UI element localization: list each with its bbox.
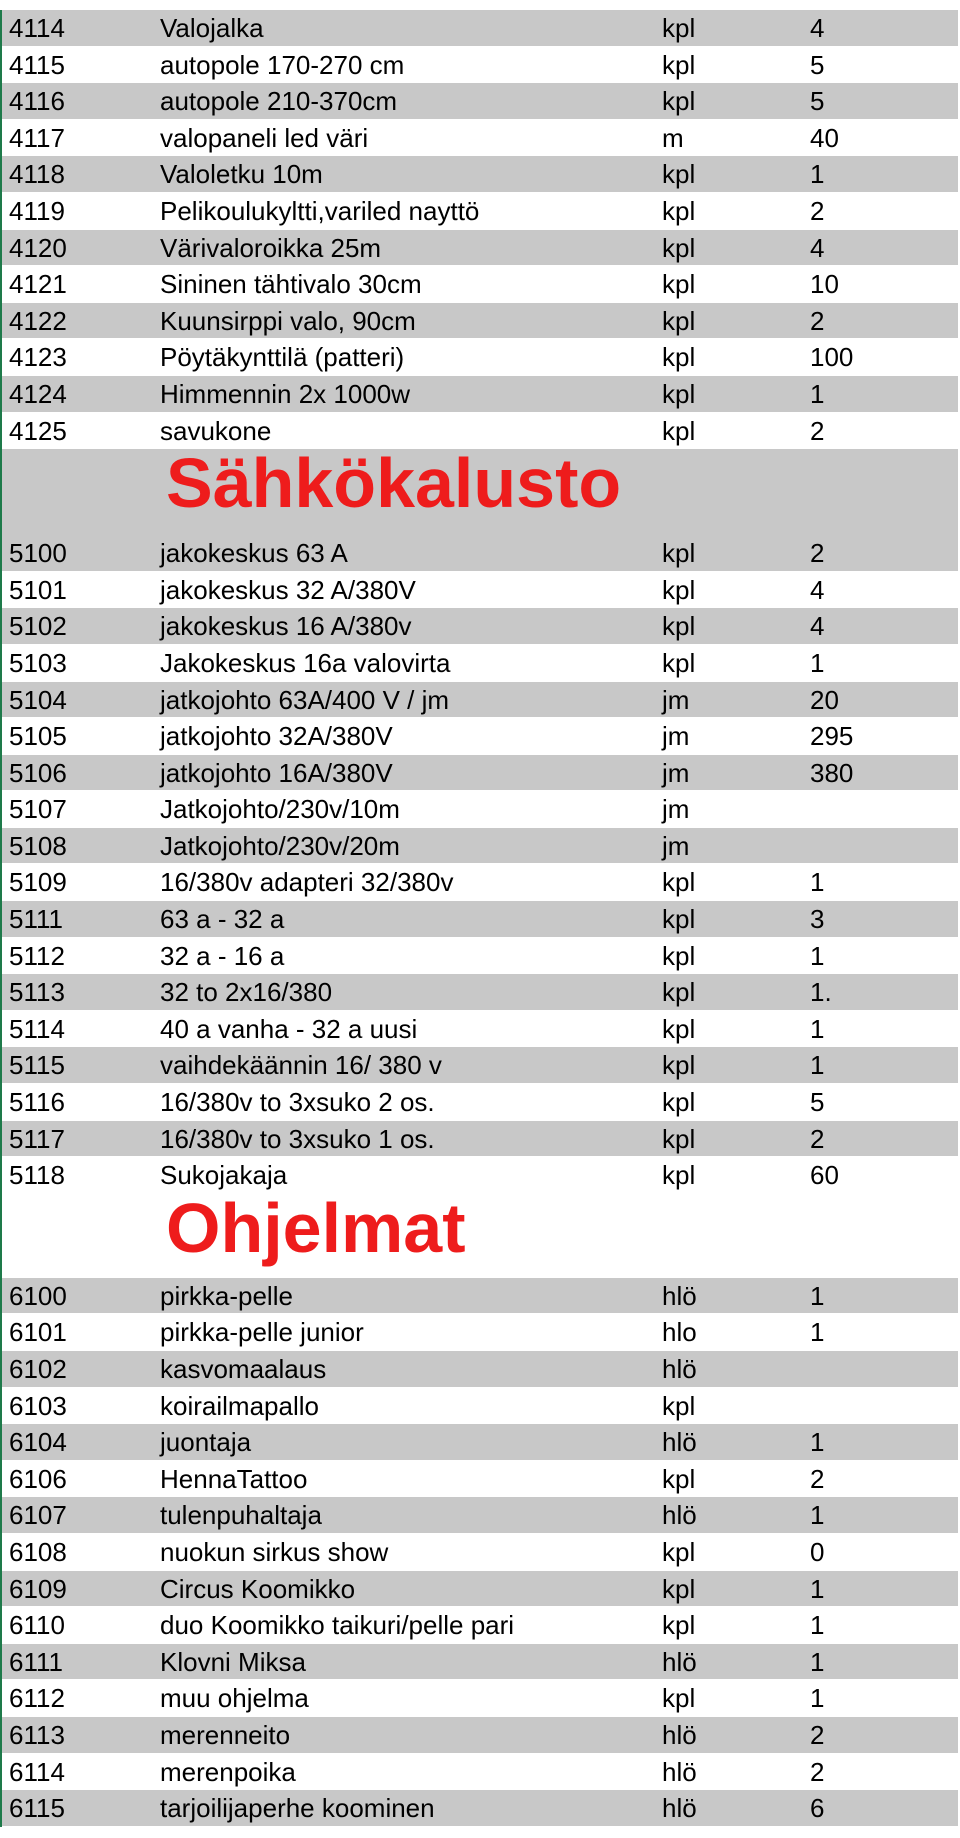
item-unit: kpl [662, 378, 696, 409]
item-code: 5117 [9, 1123, 65, 1154]
table-row [2, 645, 958, 682]
item-unit: kpl [662, 269, 696, 300]
table-row [2, 974, 958, 1011]
item-quantity: 3 [810, 904, 825, 935]
item-unit: kpl [662, 1573, 696, 1604]
item-name: Valojalka [160, 13, 264, 43]
table-row [2, 1571, 958, 1608]
item-name: nuokun sirkus show [160, 1536, 389, 1567]
item-unit: kpl [662, 342, 696, 373]
item-name: koirailmapallo [160, 1390, 319, 1421]
table-row [2, 1121, 958, 1158]
item-name: jakokeskus 63 A [160, 538, 348, 569]
item-unit: kpl [662, 1087, 696, 1118]
item-code: 6104 [9, 1427, 67, 1458]
item-name: jakokeskus 16 A/380v [160, 611, 412, 642]
item-quantity: 1 [810, 1500, 825, 1531]
item-name: tulenpuhaltaja [160, 1500, 322, 1531]
item-unit: kpl [662, 1610, 696, 1641]
item-unit: hlö [662, 1756, 697, 1787]
item-unit: kpl [662, 415, 696, 446]
item-code: 4122 [9, 305, 67, 336]
item-unit: jm [662, 721, 690, 752]
table-row [2, 572, 958, 609]
item-unit: hlö [662, 1646, 697, 1677]
item-name: tarjoilijaperhe koominen [160, 1793, 435, 1824]
item-unit: kpl [662, 647, 696, 678]
item-name: 32 to 2x16/380 [160, 977, 333, 1008]
item-unit: hlö [662, 1280, 697, 1311]
table-row [2, 83, 958, 120]
item-unit: kpl [662, 940, 696, 971]
item-code: 5107 [9, 794, 67, 825]
table-row [2, 1351, 958, 1388]
item-unit: kpl [662, 1390, 696, 1421]
item-code: 4123 [9, 342, 67, 373]
item-name: vaihdekäännin 16/ 380 v [160, 1050, 442, 1081]
item-quantity: 1 [810, 1317, 825, 1348]
item-quantity: 295 [810, 721, 854, 752]
item-quantity: 20 [810, 684, 839, 715]
item-unit: kpl [662, 574, 696, 605]
item-name: jakokeskus 32 A/380V [160, 574, 416, 605]
item-unit: kpl [662, 611, 696, 642]
item-name: HennaTattoo [160, 1463, 308, 1494]
section-title: Sähkökalusto [166, 444, 622, 523]
table-row [2, 864, 958, 901]
item-quantity: 4 [810, 611, 825, 642]
item-quantity: 2 [810, 1756, 825, 1787]
item-name: Circus Koomikko [160, 1573, 356, 1604]
table-row [2, 193, 958, 230]
item-quantity: 1 [810, 647, 825, 678]
item-quantity: 1 [810, 1013, 825, 1044]
item-name: Pelikoulukyltti,variled nayttö [160, 195, 480, 226]
item-name: duo Koomikko taikuri/pelle pari [160, 1610, 515, 1641]
item-name: Valoletku 10m [160, 159, 323, 190]
item-code: 6106 [9, 1463, 67, 1494]
table-row [2, 901, 958, 938]
item-code: 6113 [9, 1719, 65, 1750]
item-name: juontaja [160, 1427, 252, 1458]
item-name: Jakokeskus 16a valovirta [160, 647, 451, 678]
item-unit: kpl [662, 538, 696, 569]
item-unit: hlö [662, 1500, 697, 1531]
table-row [2, 1607, 958, 1644]
item-unit: hlö [662, 1427, 697, 1458]
item-code: 4116 [9, 86, 65, 117]
table-row [2, 376, 958, 413]
table-row [2, 938, 958, 975]
item-name: 63 a - 32 a [160, 904, 285, 935]
price-list-sheet [0, 10, 958, 1827]
item-code: 5115 [9, 1050, 65, 1081]
section-heading-sahkokalusto [2, 444, 958, 535]
table-row [2, 1717, 958, 1754]
item-name: Himmennin 2x 1000w [160, 378, 411, 409]
item-quantity: 2 [810, 305, 825, 336]
item-quantity: 5 [810, 49, 825, 80]
item-code: 5111 [9, 904, 63, 935]
item-unit: kpl [662, 305, 696, 336]
item-name: pirkka-pelle junior [160, 1317, 364, 1348]
table-row [2, 535, 958, 572]
table-row [2, 828, 958, 865]
item-name: pirkka-pelle [160, 1280, 293, 1311]
item-name: Jatkojohto/230v/10m [160, 794, 400, 825]
item-code: 4125 [9, 415, 67, 446]
section-title: Ohjelmat [166, 1188, 466, 1267]
item-code: 5113 [9, 977, 65, 1008]
item-quantity: 1 [810, 940, 825, 971]
item-unit: kpl [662, 1536, 696, 1567]
item-quantity: 60 [810, 1160, 839, 1191]
item-quantity: 2 [810, 1719, 825, 1750]
item-code: 5101 [9, 574, 67, 605]
item-code: 6108 [9, 1536, 67, 1567]
table-row [2, 10, 958, 47]
item-unit: kpl [662, 1463, 696, 1494]
item-unit: kpl [662, 1160, 696, 1191]
table-row [2, 156, 958, 193]
item-name: autopole 210-370cm [160, 86, 398, 117]
item-quantity: 1 [810, 1280, 825, 1311]
table-row [2, 120, 958, 157]
item-unit: kpl [662, 867, 696, 898]
item-quantity: 100 [810, 342, 854, 373]
item-name: muu ohjelma [160, 1683, 309, 1714]
item-unit: jm [662, 684, 690, 715]
item-name: Jatkojohto/230v/20m [160, 830, 400, 861]
item-code: 5112 [9, 940, 65, 971]
item-code: 6100 [9, 1280, 67, 1311]
item-name: Sukojakaja [160, 1160, 288, 1191]
item-unit: kpl [662, 1683, 696, 1714]
item-quantity: 40 [810, 122, 839, 153]
table-row [2, 755, 958, 792]
item-name: 16/380v to 3xsuko 1 os. [160, 1123, 435, 1154]
item-quantity: 2 [810, 538, 825, 569]
item-name: valopaneli led väri [160, 122, 369, 153]
item-name: jatkojohto 32A/380V [160, 721, 393, 752]
item-unit: kpl [662, 13, 696, 43]
item-unit: hlö [662, 1354, 697, 1384]
item-code: 6103 [9, 1390, 67, 1421]
item-code: 4119 [9, 195, 65, 226]
item-unit: jm [662, 830, 690, 861]
item-unit: kpl [662, 977, 696, 1008]
item-quantity: 1. [810, 977, 832, 1008]
item-code: 5116 [9, 1087, 65, 1118]
item-name: Sininen tähtivalo 30cm [160, 269, 422, 300]
item-name: Värivaloroikka 25m [160, 232, 382, 263]
item-unit: kpl [662, 232, 696, 263]
item-name: 16/380v to 3xsuko 2 os. [160, 1087, 435, 1118]
item-name: merenpoika [160, 1756, 296, 1787]
item-code: 6102 [9, 1354, 67, 1384]
item-quantity: 2 [810, 195, 825, 226]
item-code: 4114 [9, 13, 65, 43]
item-unit: jm [662, 757, 690, 788]
table-row [2, 1278, 958, 1315]
table-row [2, 608, 958, 645]
item-quantity: 5 [810, 86, 825, 117]
item-quantity: 2 [810, 1123, 825, 1154]
item-quantity: 1 [810, 1610, 825, 1641]
table-row [2, 682, 958, 719]
table-row [2, 266, 958, 303]
item-code: 5108 [9, 830, 67, 861]
item-quantity: 5 [810, 1087, 825, 1118]
item-name: 16/380v adapteri 32/380v [160, 867, 454, 898]
table-row [2, 1314, 958, 1351]
item-quantity: 1 [810, 159, 825, 190]
item-name: merenneito [160, 1719, 291, 1750]
item-quantity: 4 [810, 232, 825, 263]
table-row [2, 1754, 958, 1791]
item-unit: hlo [662, 1317, 697, 1348]
item-code: 4120 [9, 232, 67, 263]
item-name: 32 a - 16 a [160, 940, 285, 971]
item-unit: m [662, 122, 684, 153]
item-quantity: 1 [810, 1573, 825, 1604]
item-unit: kpl [662, 49, 696, 80]
table-row [2, 1461, 958, 1498]
item-code: 5109 [9, 867, 67, 898]
item-quantity: 1 [810, 1646, 825, 1677]
item-code: 6111 [9, 1646, 63, 1677]
table-row [2, 1011, 958, 1048]
table-row [2, 791, 958, 828]
item-code: 5106 [9, 757, 67, 788]
item-quantity: 4 [810, 574, 825, 605]
item-unit: kpl [662, 86, 696, 117]
table-row [2, 1644, 958, 1681]
table-row [2, 1388, 958, 1425]
item-name: kasvomaalaus [160, 1354, 327, 1384]
item-unit: kpl [662, 904, 696, 935]
table-row [2, 230, 958, 267]
item-name: jatkojohto 16A/380V [160, 757, 393, 788]
item-quantity: 380 [810, 757, 854, 788]
table-row [2, 47, 958, 84]
item-code: 5102 [9, 611, 67, 642]
item-code: 4121 [9, 269, 67, 300]
item-code: 6110 [9, 1610, 65, 1641]
item-quantity: 2 [810, 415, 825, 446]
item-code: 4117 [9, 122, 65, 153]
item-quantity: 4 [810, 13, 825, 43]
item-quantity: 1 [810, 1683, 825, 1714]
item-quantity: 6 [810, 1793, 825, 1824]
item-quantity: 0 [810, 1536, 825, 1567]
table-row [2, 303, 958, 340]
table-row [2, 1047, 958, 1084]
item-unit: jm [662, 794, 690, 825]
item-name: Klovni Miksa [160, 1646, 306, 1677]
item-quantity: 2 [810, 1463, 825, 1494]
item-name: 40 a vanha - 32 a uusi [160, 1013, 418, 1044]
table-row [2, 1680, 958, 1717]
item-code: 4118 [9, 159, 65, 190]
item-unit: kpl [662, 1123, 696, 1154]
item-quantity: 1 [810, 1050, 825, 1081]
table-row [2, 1534, 958, 1571]
item-code: 6109 [9, 1573, 67, 1604]
item-code: 6107 [9, 1500, 67, 1531]
item-name: jatkojohto 63A/400 V / jm [160, 684, 450, 715]
item-unit: kpl [662, 1050, 696, 1081]
item-quantity: 1 [810, 378, 825, 409]
table-row [2, 718, 958, 755]
item-name: autopole 170-270 cm [160, 49, 405, 80]
item-unit: kpl [662, 159, 696, 190]
item-unit: kpl [662, 195, 696, 226]
item-code: 5103 [9, 647, 67, 678]
item-quantity: 1 [810, 1427, 825, 1458]
table-row [2, 1497, 958, 1534]
table-row [2, 339, 958, 376]
item-name: Pöytäkynttilä (patteri) [160, 342, 405, 373]
item-unit: hlö [662, 1719, 697, 1750]
table-row [2, 1790, 958, 1827]
item-code: 5118 [9, 1160, 65, 1191]
table-row [2, 1084, 958, 1121]
item-code: 5104 [9, 684, 67, 715]
table-row [2, 1157, 958, 1194]
item-code: 4115 [9, 49, 65, 80]
item-quantity: 10 [810, 269, 839, 300]
section-heading-ohjelmat [2, 1188, 958, 1278]
item-name: Kuunsirppi valo, 90cm [160, 305, 416, 336]
item-code: 6115 [9, 1793, 65, 1824]
item-code: 6101 [9, 1317, 67, 1348]
item-name: savukone [160, 415, 272, 446]
table-row [2, 1424, 958, 1461]
item-unit: hlö [662, 1793, 697, 1824]
item-code: 5105 [9, 721, 67, 752]
item-code: 6112 [9, 1683, 65, 1714]
item-code: 5100 [9, 538, 67, 569]
item-code: 6114 [9, 1756, 65, 1787]
item-code: 5114 [9, 1013, 65, 1044]
item-code: 4124 [9, 378, 67, 409]
item-unit: kpl [662, 1013, 696, 1044]
item-quantity: 1 [810, 867, 825, 898]
